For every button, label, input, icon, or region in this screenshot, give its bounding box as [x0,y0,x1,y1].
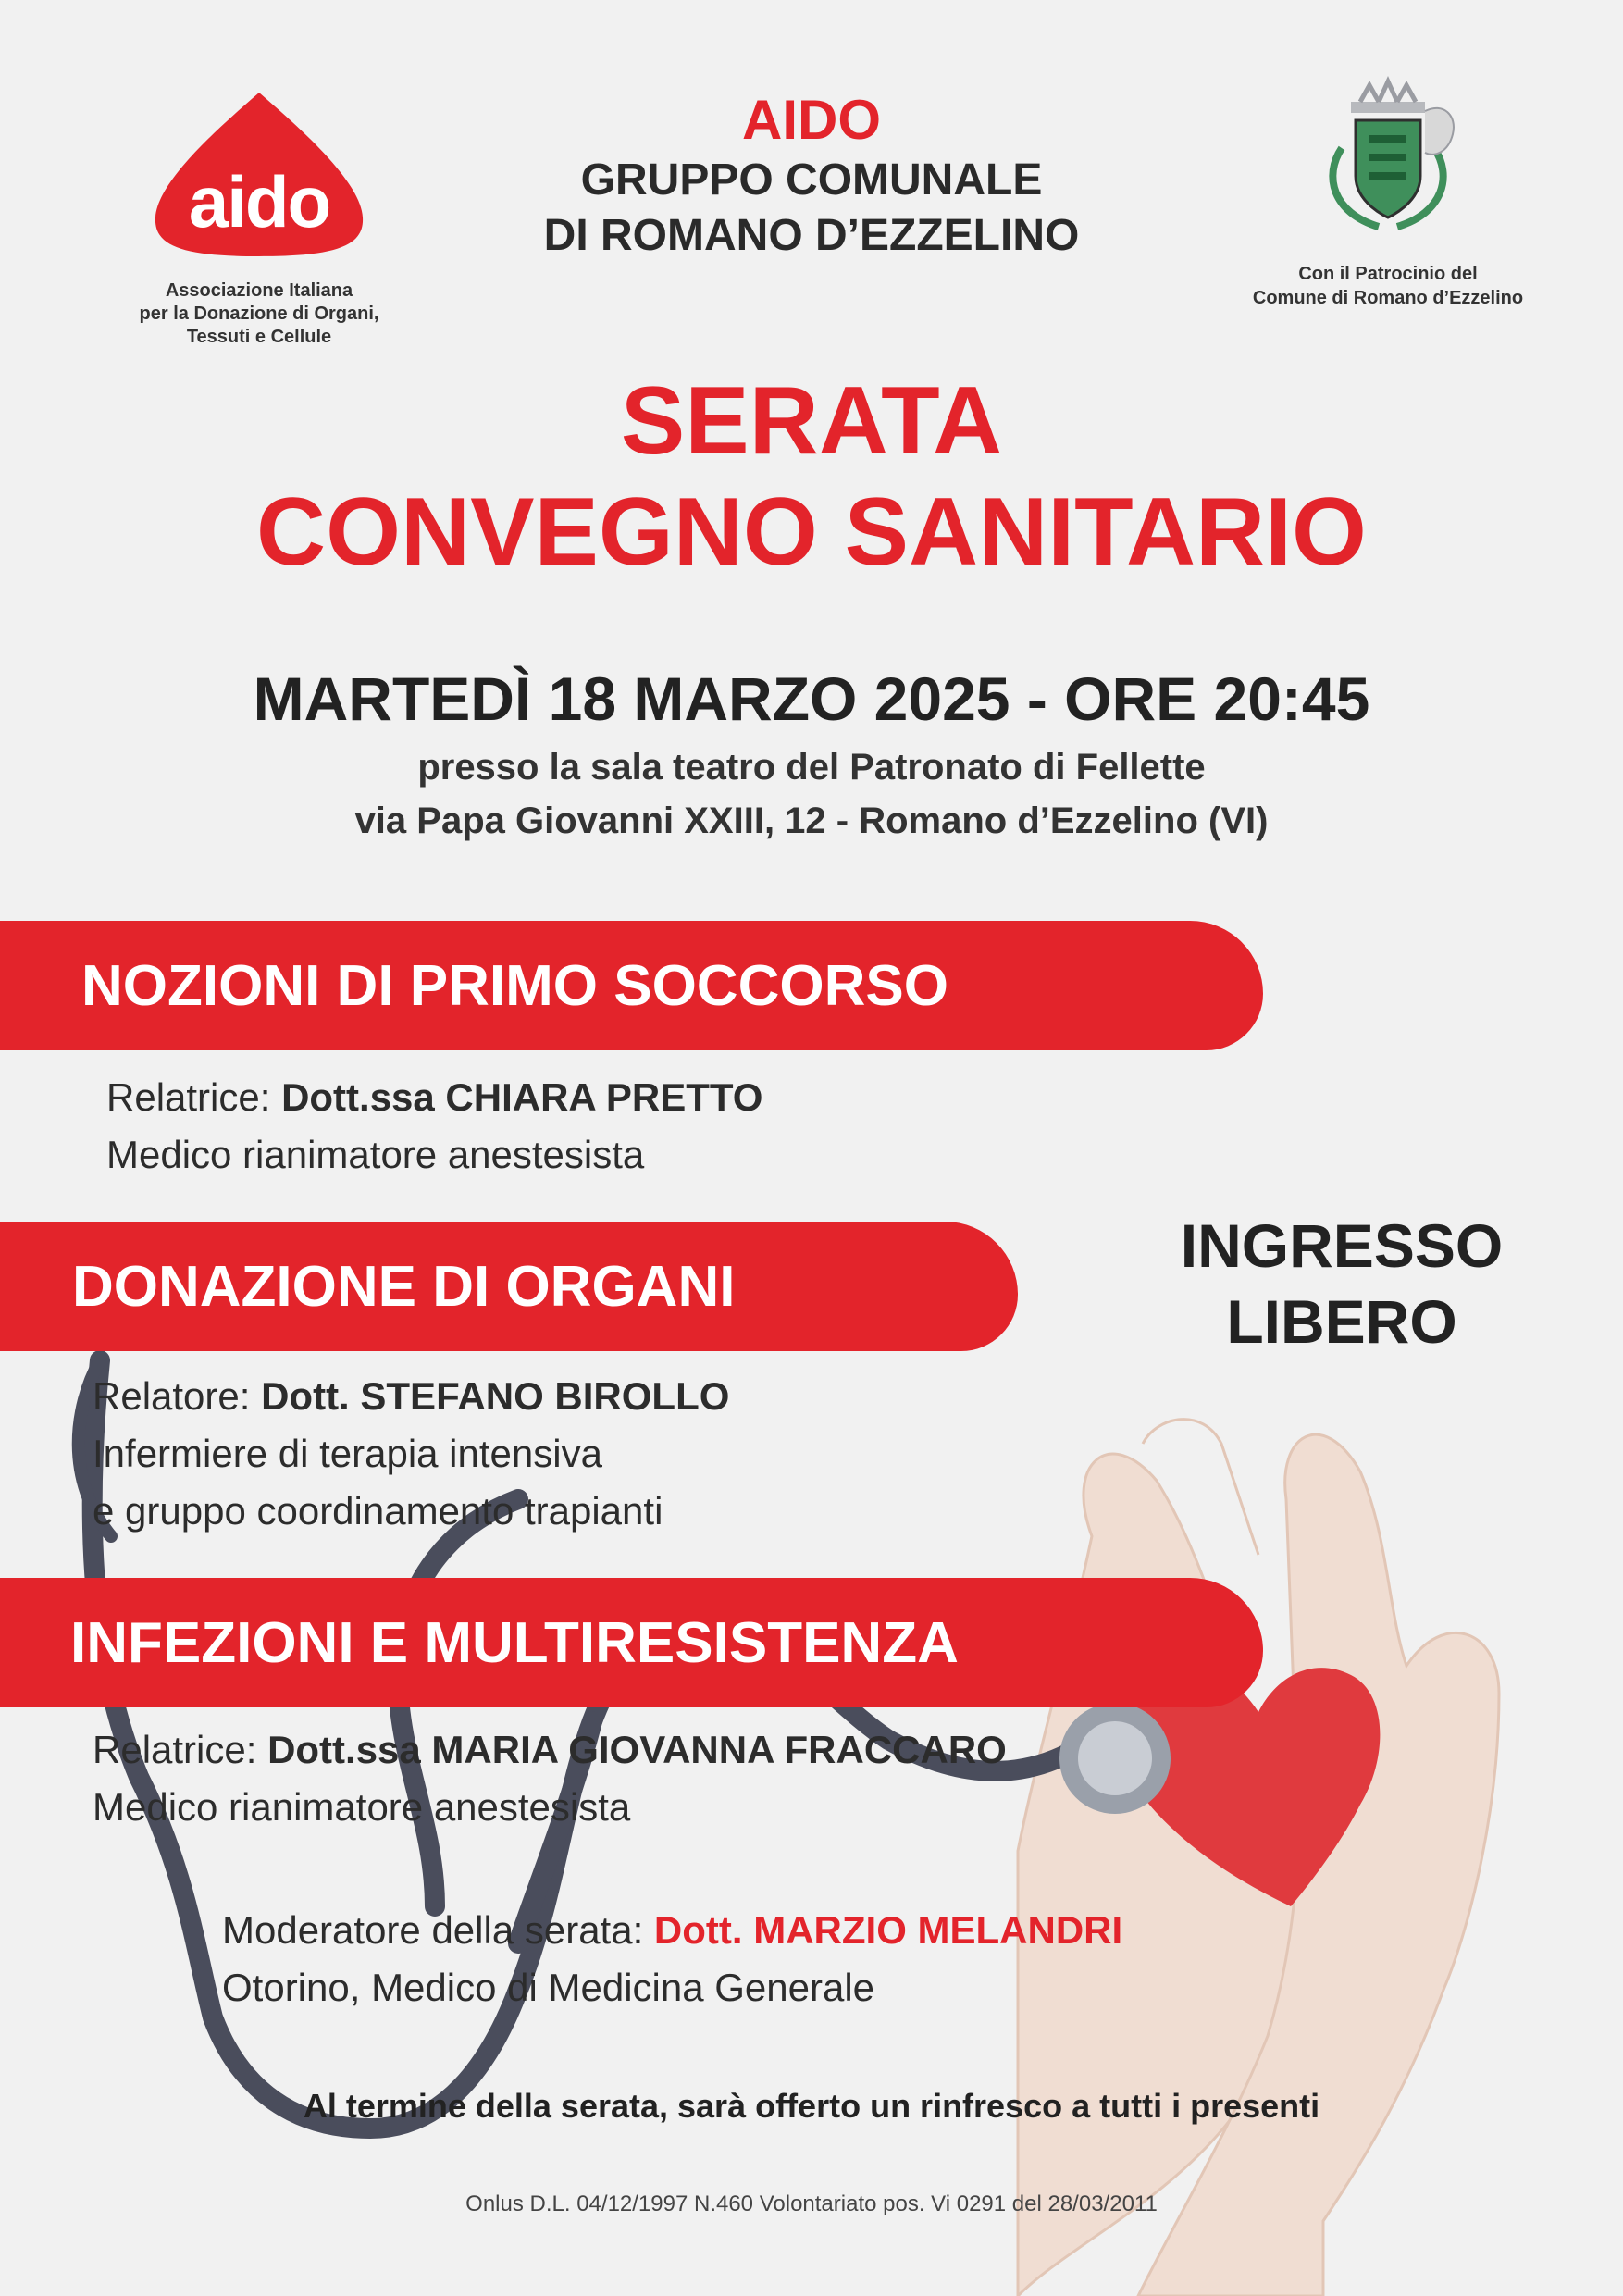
speaker-role: Relatore: [93,1374,262,1418]
patronage-caption [1212,262,1564,310]
free-entry-notice [1110,1208,1573,1359]
section-banner-first-aid: NOZIONI DI PRIMO SOCCORSO [0,921,1263,1050]
venue-line-2: via Papa Giovanni XXIII, 12 - Romano d’Ezzelino (VI) [354,800,1269,841]
moderator-role: Moderatore della serata: [222,1908,654,1952]
stethoscope-diaphragm [1078,1721,1152,1795]
speaker-description: Medico rianimatore anestesista [106,1133,645,1176]
speaker-block-1 [106,1069,762,1184]
moderator-description: Otorino, Medico di Medicina Generale [222,1966,875,2009]
logo-wordmark: aido [188,161,330,242]
moderator-block [222,1902,1122,2017]
speaker-description: e gruppo coordinamento trapianti [93,1489,663,1533]
municipal-crest-block [1212,65,1564,310]
event-title [0,366,1623,588]
speaker-description: Medico rianimatore anestesista [93,1785,631,1829]
speaker-block-3 [93,1721,1007,1836]
group-line-1: GRUPPO COMUNALE [580,155,1043,205]
logo-caption-line: Associazione Italiana [165,280,353,301]
event-venue [0,740,1623,848]
patronage-line: Con il Patrocinio del [1298,264,1478,284]
logo-caption-line: per la Donazione di Organi, [139,304,379,324]
group-line-2: DI ROMANO D’EZZELINO [543,211,1080,260]
moderator-name: Dott. MARZIO MELANDRI [653,1908,1123,1952]
speaker-block-2 [93,1368,729,1540]
closing-note: Al termine della serata, sarà offerto un rinfresco a tutti i presenti [303,2087,1320,2125]
free-entry-line-1: INGRESSO [1180,1211,1504,1280]
section-banner-infections: INFEZIONI E MULTIRESISTENZA [0,1578,1263,1707]
legal-footer: Onlus D.L. 04/12/1997 N.460 Volontariato pos. Vi 0291 del 28/03/2011 [465,2191,1158,2216]
event-title-line-1: SERATA [620,367,1003,475]
speaker-name: Dott. STEFANO BIROLLO [261,1374,730,1418]
speaker-description: Infermiere di terapia intensiva [93,1432,602,1475]
speaker-role: Relatrice: [93,1728,268,1771]
org-name: AIDO [742,89,881,151]
venue-line-1: presso la sala teatro del Patronato di Fellette [417,747,1206,788]
speaker-name: Dott.ssa CHIARA PRETTO [281,1075,763,1119]
logo-caption [111,279,407,349]
event-title-line-2: CONVEGNO SANITARIO [256,478,1367,586]
patronage-line: Comune di Romano d’Ezzelino [1252,288,1524,308]
logo-caption-line: Tessuti e Cellule [186,327,332,347]
event-date-time: MARTEDÌ 18 MARZO 2025 - ORE 20:45 [253,664,1370,733]
coat-of-arms-icon [1295,65,1481,250]
free-entry-line-2: LIBERO [1226,1287,1457,1356]
section-banner-organ-donation: DONAZIONE DI ORGANI [0,1222,1018,1351]
speaker-role: Relatrice: [106,1075,282,1119]
speaker-name: Dott.ssa MARIA GIOVANNA FRACCARO [267,1728,1007,1771]
